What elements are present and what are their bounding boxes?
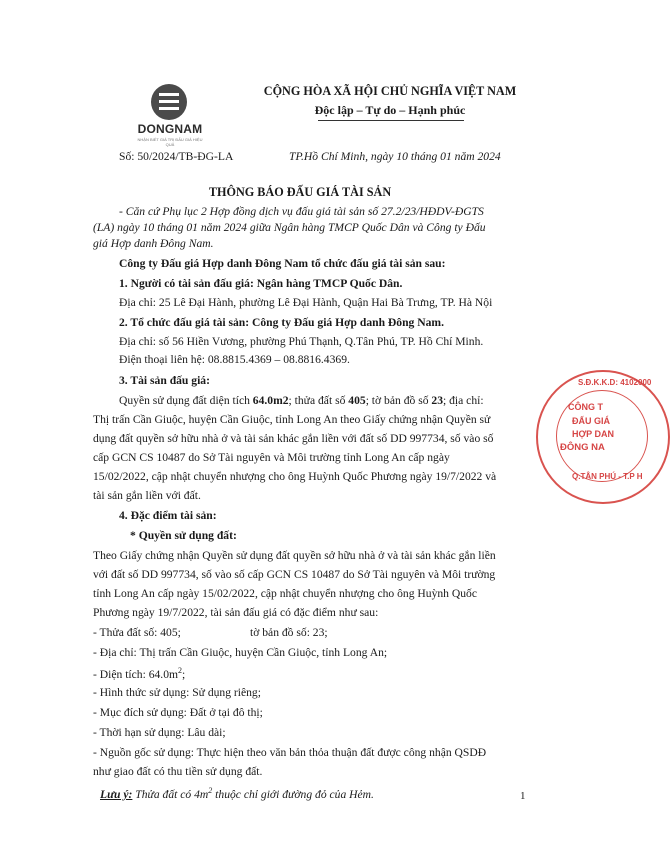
usage-term-line: - Thời hạn sử dụng: Lâu dài; [93, 726, 226, 739]
note-text-2: thuộc chỉ giới đường đỏ của Hẻm. [212, 787, 374, 801]
note-superscript: 2 [208, 786, 213, 795]
logo-tagline: NHẬN BIẾT GIÁ TRỊ ĐẤU GIÁ HIỆU QUẢ [137, 137, 203, 147]
company-stamp [536, 370, 670, 504]
section-4-para-1: Theo Giấy chứng nhận Quyền sử dụng đất quyền sở hữu nhà ở và tài sản khác gắn liền [93, 549, 496, 562]
section-4-para-4: Phương ngày 19/7/2022, tài sản đấu giá có đặc điểm như sau: [93, 606, 379, 619]
section-4-subheading: * Quyền sử dụng đất: [130, 529, 237, 542]
area-line [93, 666, 185, 682]
address-line: - Địa chỉ: Thị trấn Cần Giuộc, huyện Cần Giuộc, tỉnh Long An; [93, 646, 388, 659]
section-2-label: 2. Tổ chức đấu giá tài sản: [119, 316, 253, 329]
origin-line-2: như giao đất có thu tiền sử dụng đất. [93, 765, 263, 778]
asset-plot: 405 [348, 394, 366, 407]
basis-line-1: - Căn cứ Phụ lục 2 Hợp đồng dịch vụ đấu giá tài sản số 27.2/23/HĐDV-ĐGTS [119, 205, 484, 218]
area-superscript: 2 [178, 666, 183, 675]
section-3-label: 3. Tài sản đấu giá: [119, 374, 210, 387]
intro-line: Công ty Đấu giá Hợp danh Đông Nam tổ chức đấu giá tài sản sau: [119, 257, 446, 270]
section-3-line-3: dụng đất quyền sở hữu nhà ở và tài sản khác gắn liền với đất số DD 997734, số vào số [93, 432, 494, 445]
area-text: - Diện tích: 64.0m [93, 667, 179, 681]
section-1-value: Ngân hàng TMCP Quốc Dân. [256, 277, 403, 290]
asset-text-2: ; thửa đất số [288, 394, 349, 407]
asset-text-4: ; địa chỉ: [443, 394, 484, 407]
stamp-line-2: ĐẤU GIÁ [572, 416, 610, 426]
section-3-line-6: tài sản gắn liền với đất. [93, 489, 201, 502]
section-2-value: Công ty Đấu giá Hợp danh Đông Nam. [252, 316, 444, 329]
section-4-label: 4. Đặc điểm tài sản: [119, 509, 217, 522]
note-label: Lưu ý: [100, 787, 133, 801]
plot-number-line: - Thửa đất số: 405; [93, 626, 181, 639]
section-3-line-4: cấp GCN CS 10487 do Sở Tài nguyên và Môi trường tỉnh Long An cấp ngày [93, 451, 450, 464]
stamp-line-3: HỢP DAN [572, 429, 615, 439]
page-number: 1 [520, 790, 526, 802]
logo-emblem-icon [151, 84, 187, 120]
section-1 [119, 277, 402, 291]
origin-line-1: - Nguồn gốc sử dụng: Thực hiện theo văn bản thỏa thuận đất được công nhận QSDĐ [93, 746, 487, 759]
asset-area: 64.0m2 [252, 394, 289, 407]
section-3-line-5: 15/02/2022, cập nhật chuyển nhượng cho ông Huỳnh Quốc Phương ngày 19/7/2022 và [93, 470, 497, 483]
section-3-line-1 [119, 394, 484, 408]
stamp-line-4: ĐÔNG NA [560, 442, 605, 453]
stamp-ring-top: S.Đ.K.K.D: 4102000 [578, 378, 652, 387]
asset-map: 23 [431, 394, 443, 407]
section-1-address: Địa chỉ: 25 Lê Đại Hành, phường Lê Đại Hành, Quận Hai Bà Trưng, TP. Hà Nội [119, 296, 493, 309]
note-text-1: Thửa đất có 4m [132, 787, 209, 801]
usage-purpose-line: - Mục đích sử dụng: Đất ở tại đô thị; [93, 706, 263, 719]
section-1-label: 1. Người có tài sản đấu giá: [119, 277, 257, 290]
motto-underline [318, 120, 464, 121]
document-title: THÔNG BÁO ĐẤU GIÁ TÀI SẢN [208, 185, 392, 199]
basis-line-3: giá Hợp danh Đông Nam. [93, 237, 214, 250]
stamp-ring-bottom: Q.TÂN PHÚ - T.P H [572, 472, 643, 481]
stamp-line-1: CÔNG T [568, 402, 603, 412]
national-motto: Độc lập – Tự do – Hạnh phúc [314, 103, 466, 117]
place-date: TP.Hồ Chí Minh, ngày 10 tháng 01 năm 2024 [289, 150, 501, 163]
note-line [100, 786, 374, 802]
section-2 [119, 316, 444, 330]
section-4-para-2: với đất số DD 997734, số vào số cấp GCN CS 10487 do Sở Tài nguyên và Môi trường [93, 568, 496, 581]
national-title: CỘNG HÒA XÃ HỘI CHỦ NGHĨA VIỆT NAM [263, 84, 517, 98]
section-4-para-3: tỉnh Long An cấp ngày 15/02/2022, cập nhật chuyển nhượng cho ông Huỳnh Quốc [93, 587, 477, 600]
asset-text-1: Quyền sử dụng đất diện tích [119, 394, 253, 407]
logo-name: DONGNAM [137, 122, 203, 136]
document-number: Số: 50/2024/TB-ĐG-LA [119, 150, 234, 163]
basis-line-2: (LA) ngày 10 tháng 01 năm 2024 giữa Ngân hàng TMCP Quốc Dân và Công ty Đấu [93, 221, 486, 234]
usage-form-line: - Hình thức sử dụng: Sử dụng riêng; [93, 686, 261, 699]
map-number-line: tờ bản đồ số: 23; [250, 626, 328, 639]
asset-text-3: ; tờ bản đồ số [365, 394, 432, 407]
section-3-line-2: Thị trấn Cần Giuộc, huyện Cần Giuộc, tỉnh Long An theo Giấy chứng nhận Quyền sử [93, 413, 491, 426]
area-suffix: ; [182, 667, 186, 681]
section-2-address: Địa chỉ: số 56 Hiền Vương, phường Phú Thạnh, Q.Tân Phú, TP. Hồ Chí Minh. [119, 335, 484, 348]
section-2-phone: Điện thoại liên hệ: 08.8815.4369 – 08.8816.4369. [119, 353, 350, 366]
